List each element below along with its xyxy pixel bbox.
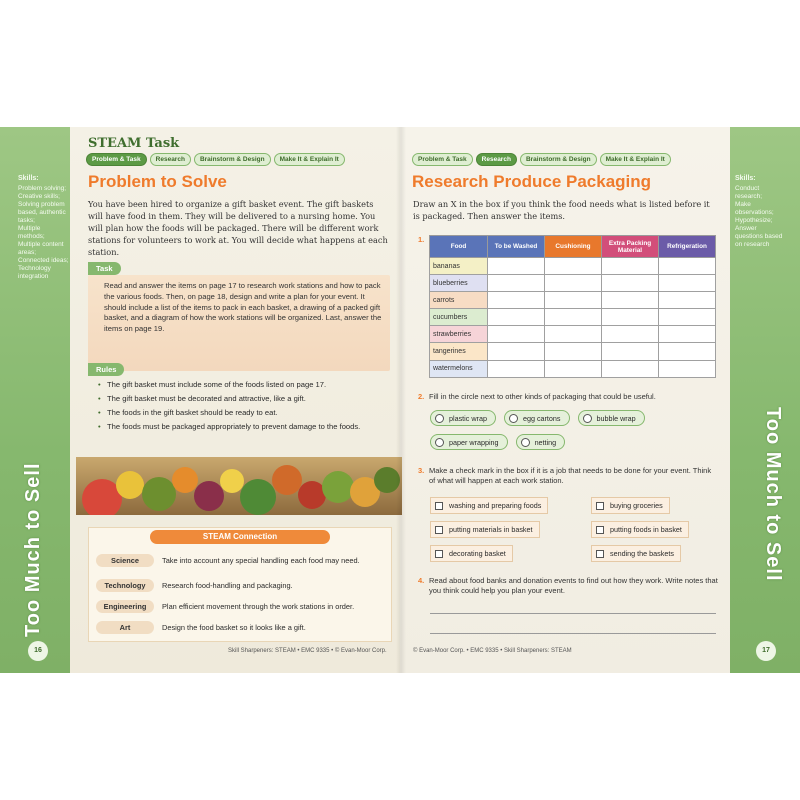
answer-line[interactable] [430,633,716,634]
right-skills [735,175,797,249]
answer-cell[interactable] [602,343,659,360]
table-row [430,292,716,309]
subject-label: Science [96,554,154,567]
footer-left: Skill Sharpeners: STEAM • EMC 9335 • © Evan-Moor Corp. [228,648,387,654]
job-label: washing and preparing foods [449,501,542,510]
heading-problem: Problem to Solve [88,172,227,191]
food-cell: tangerines [430,343,488,360]
food-cell: blueberries [430,275,488,292]
job-checkbox-item[interactable] [430,497,548,514]
step-tab[interactable]: Brainstorm & Design [194,153,271,166]
research-intro: Draw an X in the box if you think the food needs what is listed before it is packaged. Then answer the items. [413,199,710,221]
answer-cell[interactable] [659,275,716,292]
answer-line[interactable] [430,613,716,614]
packaging-options-row-2 [430,434,565,450]
fruit-image [172,467,198,493]
packaging-option[interactable] [430,410,496,426]
radio-circle[interactable] [435,414,444,423]
packaging-option[interactable] [516,434,566,450]
connection-row [96,621,372,634]
skills-list [735,185,797,249]
checkbox[interactable] [596,550,604,558]
answer-cell[interactable] [488,292,545,309]
connection-text: Take into account any special handling each food may need. [162,556,360,565]
job-checkbox-item[interactable] [591,521,689,538]
skill-item: on research [735,241,770,248]
question-3-text: Make a check mark in the box if it is a job that needs to be done for your event. Think of what will happen at each work station. [429,466,712,486]
steam-task-title: STEAM Task [88,136,180,151]
skills-list [18,185,80,281]
job-checkbox-item[interactable] [591,545,681,562]
skill-item: tasks; [18,217,35,224]
answer-cell[interactable] [488,343,545,360]
vertical-title-right: Too Much to Sell [762,407,784,582]
answer-cell[interactable] [488,309,545,326]
skill-item: Multiple [18,225,41,232]
step-tabs-left [86,153,345,166]
fruit-image [116,471,144,499]
rule-item: • The gift basket must include some of the foods listed on page 17. [98,380,388,390]
task-text: Read and answer the items on page 17 to research work stations and how to pack the various foods. Then, on page 18, design and write a plan for your event. It should include a list of the items to pack in each basket, a drawing of a packed gift basket, and a diagram of how the work stations will be organized. Last, answer the items on page 19. [104,281,382,334]
subject-label: Engineering [96,600,154,613]
page-number-left: 16 [28,641,48,661]
packaging-option[interactable] [430,434,508,450]
step-tab[interactable]: Brainstorm & Design [520,153,597,166]
table-header: Extra Packing Material [602,236,659,258]
answer-cell[interactable] [659,309,716,326]
radio-circle[interactable] [509,414,518,423]
connection-row [96,600,372,613]
skill-item: Make [735,201,751,208]
table-header: Refrigeration [659,236,716,258]
food-cell: watermelons [430,360,488,377]
job-label: decorating basket [449,549,506,558]
skill-item: research; [735,193,763,200]
rules-list [98,380,388,436]
vertical-title-left: Too Much to Sell [22,462,44,637]
subject-label: Technology [96,579,154,592]
option-label: netting [534,437,557,447]
answer-cell[interactable] [659,292,716,309]
answer-cell[interactable] [602,258,659,275]
table-row [430,258,716,275]
answer-cell[interactable] [602,326,659,343]
packaging-options-row-1 [430,410,645,426]
answer-cell[interactable] [488,275,545,292]
produce-photo [76,457,402,515]
option-label: paper wrapping [449,437,499,447]
food-cell: bananas [430,258,488,275]
table-row [430,343,716,360]
step-tabs-right [412,153,671,166]
job-label: buying groceries [610,501,663,510]
packaging-option[interactable] [578,410,645,426]
step-tab[interactable]: Research [476,153,517,166]
question-2-number: 2. [418,392,425,401]
connection-text: Research food-handling and packaging. [162,581,293,590]
answer-cell[interactable] [659,343,716,360]
answer-cell[interactable] [545,258,602,275]
intro-paragraph: You have been hired to organize a gift basket event. The gift baskets will have food in them. They will be delivered to a nursing home. You will plan how the foods will be packaged. There will be different work stations for volunteers to work at. You will decide what happens at each station. [88,199,388,258]
radio-circle[interactable] [521,438,530,447]
page-number-right: 17 [756,641,776,661]
radio-circle[interactable] [435,438,444,447]
skill-item: Technology [18,265,51,272]
skill-item: Creative skills; [18,193,60,200]
skill-item: observations; [735,209,774,216]
answer-cell[interactable] [545,360,602,377]
table-header: To be Washed [488,236,545,258]
answer-cell[interactable] [602,360,659,377]
job-label: putting materials in basket [449,525,533,534]
steam-connection-title: STEAM Connection [150,530,330,544]
skill-item: areas; [18,249,37,256]
footer-right: © Evan-Moor Corp. • EMC 9335 • Skill Sharpeners: STEAM [413,648,572,654]
step-tab[interactable]: Research [150,153,191,166]
answer-cell[interactable] [545,343,602,360]
answer-cell[interactable] [659,360,716,377]
question-3-number: 3. [418,466,425,475]
checkbox[interactable] [435,526,443,534]
step-tab[interactable]: Make It & Explain It [600,153,671,166]
answer-cell[interactable] [545,326,602,343]
task-label: Task [88,262,121,275]
food-cell: cucumbers [430,309,488,326]
option-label: bubble wrap [596,413,636,423]
skill-item: methods; [18,233,45,240]
table-row [430,275,716,292]
answer-cell[interactable] [545,275,602,292]
answer-cell[interactable] [659,258,716,275]
step-tab[interactable]: Problem & Task [86,153,147,166]
checkbox[interactable] [596,502,604,510]
answer-cell[interactable] [545,292,602,309]
answer-cell[interactable] [602,292,659,309]
skills-title: Skills: [18,175,39,182]
table-row [430,326,716,343]
skill-item: Conduct [735,185,760,192]
table-header: Food [430,236,488,258]
page-fold [396,127,406,673]
connection-row [96,579,372,592]
answer-cell[interactable] [602,275,659,292]
skills-title: Skills: [735,175,756,182]
step-tab[interactable]: Make It & Explain It [274,153,345,166]
skill-item: based, authentic [18,209,66,216]
skill-item: Solving problem [18,201,65,208]
job-checkbox-item[interactable] [591,497,670,514]
skill-item: Answer [735,225,757,232]
skill-item: integration [18,273,49,280]
question-1-number: 1. [418,235,425,244]
skill-item: questions based [735,233,783,240]
answer-cell[interactable] [602,309,659,326]
rule-item: • The foods in the gift basket should be ready to eat. [98,408,388,418]
food-cell: strawberries [430,326,488,343]
option-label: egg cartons [522,413,561,423]
skill-item: Connected ideas; [18,257,69,264]
packaging-option[interactable] [504,410,570,426]
answer-cell[interactable] [488,360,545,377]
question-4-number: 4. [418,576,425,585]
skill-item: Problem solving; [18,185,67,192]
question-2-text: Fill in the circle next to other kinds of packaging that could be useful. [429,392,656,401]
packaging-table [429,235,716,378]
fruit-image [142,477,176,511]
rule-item: • The foods must be packaged appropriately to prevent damage to the foods. [98,422,388,432]
table-row [430,309,716,326]
checkbox[interactable] [435,502,443,510]
fruit-image [194,481,224,511]
answer-cell[interactable] [659,326,716,343]
answer-cell[interactable] [488,326,545,343]
answer-cell[interactable] [488,258,545,275]
subject-label: Art [96,621,154,634]
question-4-text: Read about food banks and donation events to find out how they work. Write notes that you think could help you plan your event. [429,576,718,596]
connection-text: Design the food basket so it looks like a gift. [162,623,306,632]
checkbox[interactable] [596,526,604,534]
job-label: putting foods in basket [610,525,682,534]
checkbox[interactable] [435,550,443,558]
connection-text: Plan efficient movement through the work stations in order. [162,602,355,611]
radio-circle[interactable] [583,414,592,423]
food-cell: carrots [430,292,488,309]
fruit-image [322,471,354,503]
job-label: sending the baskets [610,549,674,558]
job-checkbox-item[interactable] [430,545,513,562]
heading-research: Research Produce Packaging [412,172,652,191]
skill-item: Hypothesize; [735,217,773,224]
job-checkbox-item[interactable] [430,521,540,538]
table-header: Cushioning [545,236,602,258]
left-skills [18,175,80,281]
answer-cell[interactable] [545,309,602,326]
step-tab[interactable]: Problem & Task [412,153,473,166]
table-row [430,360,716,377]
option-label: plastic wrap [449,413,487,423]
rule-item: • The gift basket must be decorated and attractive, like a gift. [98,394,388,404]
rules-label: Rules [88,363,124,376]
connection-row [96,554,372,567]
fruit-image [240,479,276,515]
skill-item: Multiple content [18,241,64,248]
